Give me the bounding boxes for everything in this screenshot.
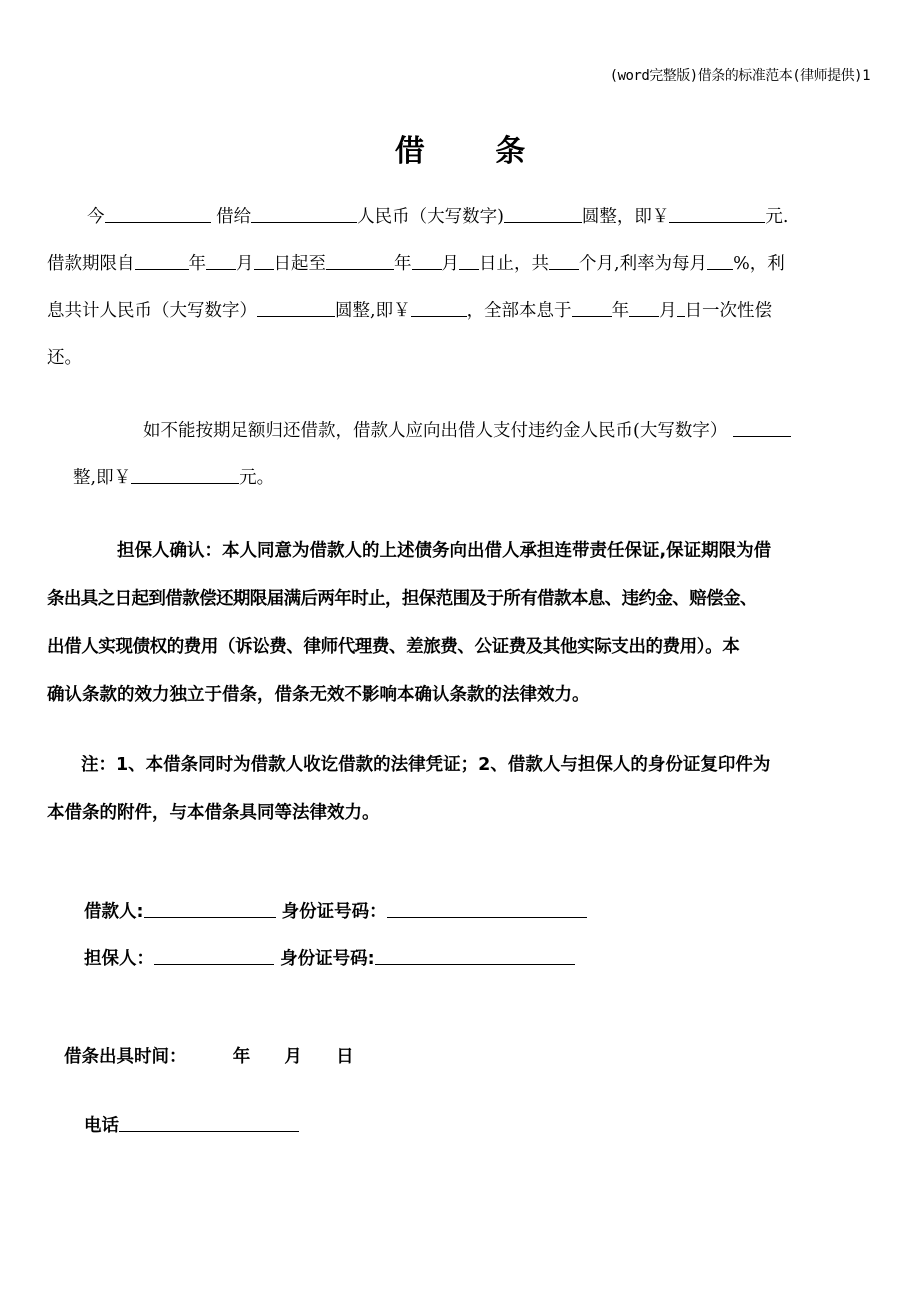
issue-date-label: 借条出具时间： (64, 1047, 187, 1067)
guarantor-label: 担保人： (84, 949, 154, 969)
loan-terms-line-4 (47, 335, 877, 382)
text-percent: %，利 (733, 254, 785, 274)
blank-months[interactable] (549, 251, 579, 270)
blank-lender[interactable] (251, 204, 357, 223)
blank-interest-figures[interactable] (411, 298, 467, 317)
phone-field[interactable] (119, 1113, 299, 1132)
borrower-id-label: 身份证号码： (281, 902, 387, 922)
blank-start-year[interactable] (135, 251, 189, 270)
text-month: 月 (441, 254, 459, 274)
text-day-until: 日起至 (273, 254, 326, 274)
blank-repay-day[interactable] (677, 298, 685, 317)
text-year: 年 (611, 301, 630, 321)
note-text-1: 注：1、本借条同时为借款人收讫借款的法律凭证；2、借款人与担保人的身份证复印件为 (81, 755, 771, 775)
phone-label: 电话 (84, 1116, 119, 1136)
text-whole-yuan: 整,即￥ (73, 468, 132, 488)
blank-start-month[interactable] (206, 251, 236, 270)
text-yuan: 元。 (239, 468, 275, 488)
note-line-2 (47, 789, 877, 837)
text-month: 月 (659, 301, 677, 321)
loan-terms-line-1 (47, 194, 877, 241)
text-year: 年 (188, 254, 206, 274)
blank-borrower[interactable] (105, 204, 211, 223)
borrower-id-field[interactable] (387, 899, 587, 918)
blank-end-year[interactable] (326, 251, 394, 270)
guarantor-line-2 (47, 575, 877, 623)
text-yuan: 元. (765, 207, 789, 227)
blank-repay-year[interactable] (572, 298, 612, 317)
document-header: (word完整版)借条的标准范本(律师提供)1 (609, 68, 870, 84)
guarantor-text-1: 担保人确认：本人同意为借款人的上述债务向出借人承担连带责任保证,保证期限为借 (117, 541, 772, 561)
guarantor-id-field[interactable] (375, 946, 575, 965)
note-paragraph (47, 741, 877, 837)
text-lend-to: 借给 (216, 207, 252, 227)
blank-rate[interactable] (707, 251, 733, 270)
phone-row (84, 1112, 299, 1137)
penalty-line-1 (47, 408, 877, 455)
note-text-2: 本借条的附件，与本借条具同等法律效力。 (47, 803, 380, 823)
loan-terms-line-3 (47, 288, 877, 335)
issue-date-year: 年 (232, 1047, 251, 1067)
text-repay-once: 日一次性偿 (684, 301, 773, 321)
guarantor-signature-row (84, 945, 575, 970)
blank-penalty-uppercase[interactable] (733, 418, 791, 437)
penalty-line-2 (47, 455, 877, 502)
blank-interest-uppercase[interactable] (257, 298, 335, 317)
guarantor-text-3: 出借人实现债权的费用（诉讼费、律师代理费、差旅费、公证费及其他实际支出的费用）。本 (47, 637, 740, 657)
text-month: 月 (236, 254, 254, 274)
text-rmb-uppercase: 人民币（大写数字) (357, 207, 504, 227)
text-whole-yuan: 圆整,即￥ (335, 301, 411, 321)
guarantor-confirmation-paragraph (47, 527, 877, 719)
blank-start-day[interactable] (254, 251, 274, 270)
guarantor-line-1 (47, 527, 877, 575)
borrower-label: 借款人: (84, 902, 144, 922)
text-whole-yuan: 圆整，即￥ (581, 207, 670, 227)
blank-end-month[interactable] (412, 251, 442, 270)
text-interest-total: 息共计人民币（大写数字） (47, 301, 257, 321)
guarantor-line-3 (47, 623, 877, 671)
loan-terms-line-2 (47, 241, 877, 288)
text-repay-end: 还。 (47, 348, 82, 368)
borrower-name-field[interactable] (144, 899, 276, 918)
blank-amount-figures[interactable] (669, 204, 765, 223)
issue-date-month: 月 (284, 1047, 302, 1067)
blank-amount-uppercase[interactable] (504, 204, 582, 223)
text-months-rate: 个月,利率为每月 (579, 254, 708, 274)
text-borrow-today: 今 (87, 207, 105, 227)
blank-end-day[interactable] (459, 251, 479, 270)
document-title: 借 条 (394, 134, 556, 169)
text-term-from: 借款期限自 (47, 254, 135, 274)
guarantor-id-label: 身份证号码: (280, 949, 375, 969)
guarantor-line-4 (47, 671, 877, 719)
issue-date-day: 日 (336, 1047, 354, 1067)
text-repay-by: ，全部本息于 (466, 301, 572, 321)
guarantor-text-4: 确认条款的效力独立于借条，借条无效不影响本确认条款的法律效力。 (47, 685, 590, 705)
text-penalty: 如不能按期足额归还借款，借款人应向出借人支付违约金人民币(大写数字） (143, 421, 728, 441)
loan-terms-paragraph (47, 194, 877, 382)
text-day-end-total: 日止，共 (479, 254, 549, 274)
penalty-paragraph (47, 408, 877, 502)
blank-penalty-figures[interactable] (131, 465, 239, 484)
note-line-1 (47, 741, 877, 789)
guarantor-name-field[interactable] (154, 946, 274, 965)
issue-date-row (64, 1043, 354, 1068)
text-year: 年 (394, 254, 412, 274)
guarantor-text-2: 条出具之日起到借款偿还期限届满后两年时止，担保范围及于所有借款本息、违约金、赔偿金、 (47, 589, 757, 609)
borrower-signature-row (84, 898, 587, 923)
blank-repay-month[interactable] (629, 298, 659, 317)
